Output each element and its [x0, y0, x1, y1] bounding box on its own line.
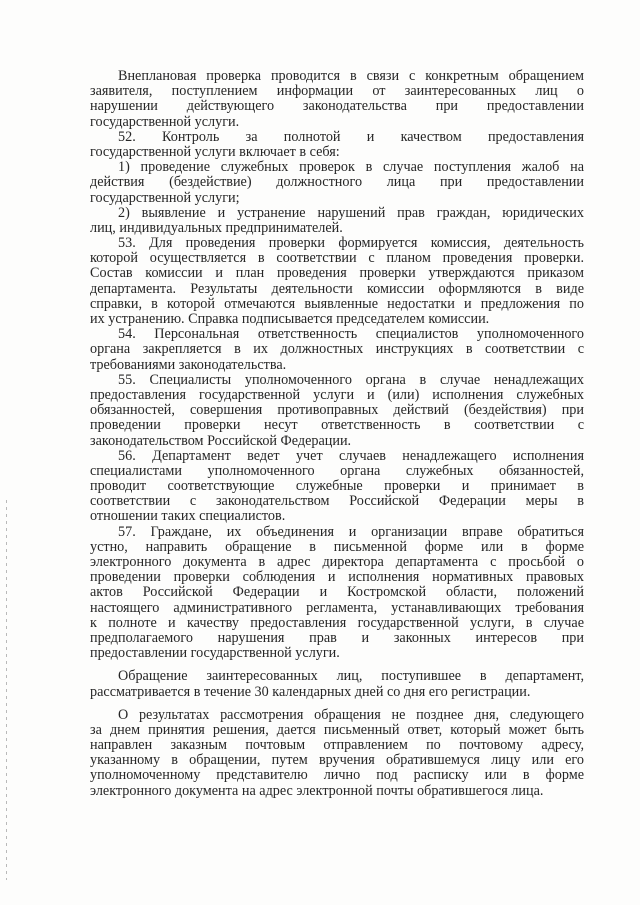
text-line: настоящего административного регламента, устанавливающих требования: [90, 599, 584, 616]
text-line: обязанностей, совершения противоправных действий (бездействия) при: [90, 402, 584, 419]
text-line: требованиями законодательства.: [90, 356, 287, 373]
text-line: специалистами уполномоченного органа служебных обязанностей,: [90, 462, 584, 479]
text-line: направлен заказным почтовым отправлением по почтовому адресу,: [90, 737, 584, 754]
text-line: справки, в которой отмечаются выявленные недостатки и предложения по: [90, 295, 584, 312]
text-line: предоставлении государственной услуги.: [90, 645, 340, 662]
text-line: которой осуществляется в соответствии с планом проведения проверки.: [90, 250, 584, 267]
text-line: электронного документа на адрес электронной почты обратившегося лица.: [90, 782, 544, 799]
text-line: органа закрепляется в их должностных инструкциях в соответствии с: [90, 341, 584, 358]
text-line: 57. Граждане, их объединения и организации вправе обратиться: [118, 523, 584, 540]
text-line: 55. Специалисты уполномоченного органа в случае ненадлежащих: [118, 371, 584, 388]
text-line: 2) выявление и устранение нарушений прав граждан, юридических: [118, 204, 584, 221]
text-line: 54. Персональная ответственность специалистов уполномоченного: [118, 326, 584, 343]
scan-edge-mark: [6, 500, 7, 880]
text-line: государственной услуги.: [90, 113, 240, 130]
text-line: государственной услуги включает в себя:: [90, 143, 340, 160]
text-line: Обращение заинтересованных лиц, поступившее в департамент,: [118, 668, 584, 685]
text-line: уполномоченному представителю лично под расписку или в форме: [90, 767, 584, 784]
text-line: лиц, индивидуальных предпринимателей.: [90, 219, 343, 236]
text-line: действия (бездействие) должностного лица при предоставлении: [90, 174, 584, 191]
text-line: соответствии с законодательством Российской Федерации меры в: [90, 493, 584, 510]
text-line: государственной услуги;: [90, 189, 240, 206]
text-line: Внеплановая проверка проводится в связи с конкретным обращением: [118, 68, 584, 84]
text-line: указанному в обращении, путем вручения обратившемуся лицу или его: [90, 752, 584, 769]
text-line: электронного документа в адрес директора департамента с просьбой о: [90, 554, 584, 570]
text-line: актов Российской Федерации и Костромской области, положений: [90, 584, 584, 601]
text-line: заявителя, поступлением информации от заинтересованных лиц о: [90, 83, 584, 100]
text-line: законодательством Российской Федерации.: [90, 432, 352, 449]
text-line: предполагаемого нарушения прав и законных интересов при: [90, 629, 584, 646]
text-line: проведении проверки соблюдения и исполнения нормативных правовых: [90, 569, 584, 586]
text-line: О результатах рассмотрения обращения не позднее дня, следующего: [118, 706, 584, 723]
text-line: рассматривается в течение 30 календарных дней со дня его регистрации.: [90, 683, 531, 700]
text-line: за днем принятия решения, дается письменный ответ, который может быть: [90, 721, 584, 738]
text-line: проведении проверки несут ответственность в соответствии с: [90, 417, 584, 434]
text-line: 1) проведение служебных проверок в случае поступления жалоб на: [118, 159, 584, 176]
text-line: их устранению. Справка подписывается председателем комиссии.: [90, 311, 490, 327]
text-line: Состав комиссии и план проведения проверки утверждаются приказом: [90, 265, 584, 282]
text-line: 53. Для проведения проверки формируется комиссия, деятельность: [118, 235, 584, 252]
document-body: [90, 69, 584, 799]
text-line: проводит соответствующие служебные проверки и принимает в: [90, 478, 584, 495]
text-line: предоставления государственной услуги и (или) исполнения служебных: [90, 386, 584, 403]
text-line: департамента. Результаты деятельности комиссии оформляются в виде: [90, 280, 584, 297]
text-line: нарушении действующего законодательства при предоставлении: [90, 98, 584, 115]
text-line: 52. Контроль за полнотой и качеством предоставления: [118, 128, 584, 145]
text-line: к полноте и качеству предоставления государственной услуги, в случае: [90, 614, 584, 631]
text-line: 56. Департамент ведет учет случаев ненадлежащего исполнения: [118, 447, 584, 464]
text-line: отношении таких специалистов.: [90, 508, 286, 525]
text-line: устно, направить обращение в письменной форме или в форме: [90, 538, 584, 555]
